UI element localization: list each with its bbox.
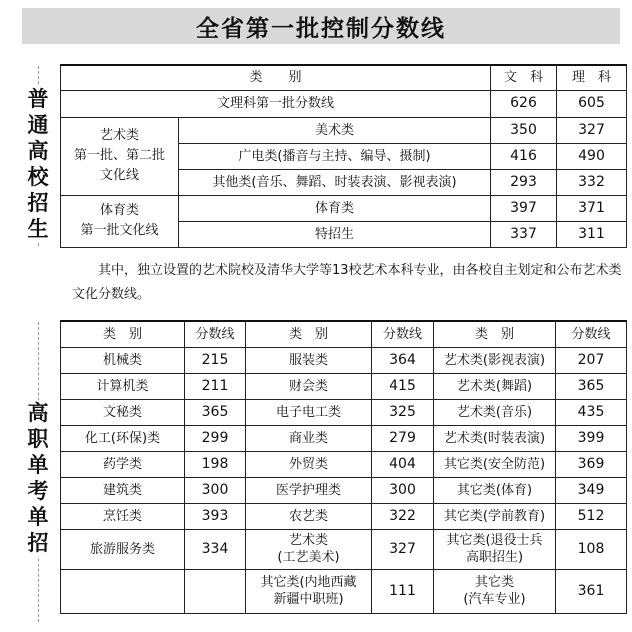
score-cell: 279 [372,425,434,451]
side-label-char: 职 [27,427,49,451]
score-cell: 364 [372,347,434,373]
table-row [61,503,627,529]
score-cell [185,569,246,613]
category-cell: 艺术类(影视表演) [434,347,556,373]
score-cell: 334 [185,529,246,569]
score-cell: 327 [372,529,434,569]
header-li: 理 科 [557,65,627,90]
section-label-vocational [25,400,51,556]
art-row-wen: 293 [491,169,557,195]
score-cell: 108 [556,529,627,569]
art-row-li: 327 [557,117,627,143]
score-cell: 361 [556,569,627,613]
category-cell: 财会类 [246,373,372,399]
side-label-char: 单 [27,453,49,477]
side-label-char: 招 [27,531,49,555]
score-cell: 198 [185,451,246,477]
category-cell [61,569,185,613]
side-label-char: 校 [27,165,49,189]
category-cell: 其它类(内地西藏 新疆中职班) [246,569,372,613]
category-cell: 艺术类 (工艺美术) [246,529,372,569]
table-row [61,569,627,613]
first-batch-wen: 626 [491,90,557,117]
table-row [61,399,627,425]
sport-row-li: 311 [557,221,627,247]
category-cell: 其它类(安全防范) [434,451,556,477]
category-cell: 电子电工类 [246,399,372,425]
category-cell: 计算机类 [61,373,185,399]
category-cell: 烹饪类 [61,503,185,529]
sport-row-label: 特招生 [179,221,491,247]
header-wen: 文 科 [491,65,557,90]
table-row [61,529,627,569]
table-row [61,477,627,503]
art-row-label: 其他类(音乐、舞蹈、时装表演、影视表演) [179,169,491,195]
art-row-wen: 350 [491,117,557,143]
category-cell: 服装类 [246,347,372,373]
score-cell: 349 [556,477,627,503]
category-cell: 艺术类(时装表演) [434,425,556,451]
first-batch-label: 文理科第一批分数线 [61,90,491,117]
score-cell: 399 [556,425,627,451]
category-cell: 医学护理类 [246,477,372,503]
header-score: 分数线 [372,321,434,347]
score-cell: 325 [372,399,434,425]
art-group-label: 艺术类 第一批、第二批 文化线 [61,117,179,195]
score-cell: 300 [372,477,434,503]
category-cell: 旅游服务类 [61,529,185,569]
score-cell: 215 [185,347,246,373]
art-row-li: 332 [557,169,627,195]
sport-row-li: 371 [557,195,627,221]
score-cell: 404 [372,451,434,477]
table-row [61,347,627,373]
header-category: 类 别 [434,321,556,347]
table-row [61,373,627,399]
side-label-char: 考 [27,479,49,503]
score-cell: 211 [185,373,246,399]
category-cell: 农艺类 [246,503,372,529]
score-cell: 299 [185,425,246,451]
category-cell: 商业类 [246,425,372,451]
note-text: 其中，独立设置的艺术院校及清华大学等13校艺术本科专业，由各校自主划定和公布艺术类文化分数线。 [72,263,622,302]
score-cell: 512 [556,503,627,529]
score-cell: 322 [372,503,434,529]
art-row-label: 广电类(播音与主持、编导、摄制) [179,143,491,169]
header-score: 分数线 [556,321,627,347]
sport-row-label: 体育类 [179,195,491,221]
side-label-char: 生 [27,217,49,241]
side-label-char: 普 [27,87,49,111]
score-cell: 365 [556,373,627,399]
side-label-char: 高 [27,401,49,425]
title-bar [22,8,620,44]
note-paragraph [72,259,622,307]
art-row-wen: 416 [491,143,557,169]
first-batch-li: 605 [557,90,627,117]
category-cell: 其它类 (汽车专业) [434,569,556,613]
category-cell: 药学类 [61,451,185,477]
header-category: 类 别 [61,65,491,90]
category-cell: 艺术类(舞蹈) [434,373,556,399]
category-cell: 文秘类 [61,399,185,425]
art-row-label: 美术类 [179,117,491,143]
side-label-char: 通 [27,113,49,137]
sport-row-wen: 397 [491,195,557,221]
score-cell: 365 [185,399,246,425]
category-cell: 外贸类 [246,451,372,477]
sport-group-label: 体育类 第一批文化线 [61,195,179,247]
header-score: 分数线 [185,321,246,347]
score-cell: 111 [372,569,434,613]
category-cell: 其它类(退役士兵 高职招生) [434,529,556,569]
score-cell: 207 [556,347,627,373]
section-label-general [25,86,51,242]
table-row [61,425,627,451]
category-cell: 化工(环保)类 [61,425,185,451]
page-title: 全省第一批控制分数线 [196,15,446,42]
category-cell: 机械类 [61,347,185,373]
category-cell: 其它类(体育) [434,477,556,503]
table-row [61,451,627,477]
side-label-char: 招 [27,191,49,215]
category-cell: 其它类(学前教育) [434,503,556,529]
vocational-table [60,320,627,614]
score-cell: 435 [556,399,627,425]
side-label-char: 高 [27,139,49,163]
score-cell: 300 [185,477,246,503]
header-category: 类 别 [246,321,372,347]
category-cell: 建筑类 [61,477,185,503]
score-cell: 415 [372,373,434,399]
sport-row-wen: 337 [491,221,557,247]
general-admission-table [60,64,627,248]
category-cell: 艺术类(音乐) [434,399,556,425]
score-cell: 369 [556,451,627,477]
art-row-li: 490 [557,143,627,169]
header-category: 类 别 [61,321,185,347]
score-cell: 393 [185,503,246,529]
side-label-char: 单 [27,505,49,529]
